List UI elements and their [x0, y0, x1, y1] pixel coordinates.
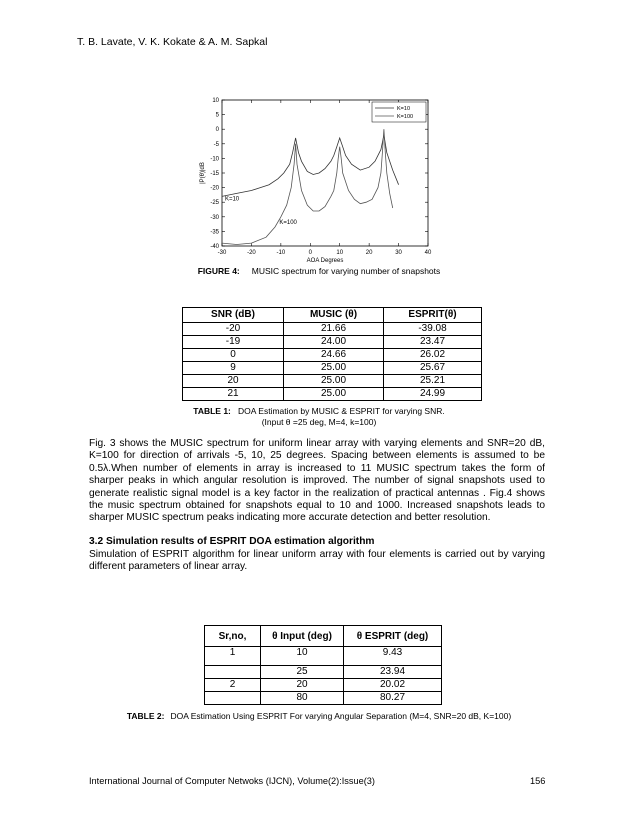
table-cell: 25.00	[284, 362, 384, 375]
table2-caption-text: DOA Estimation Using ESPRIT For varying Angular Separation (M=4, SNR=20 dB, K=100)	[170, 711, 512, 721]
table2-caption	[0, 711, 638, 721]
y-tick-label: -20	[210, 185, 219, 192]
table-cell: 9.43	[344, 647, 442, 666]
running-header: T. B. Lavate, V. K. Kokate & A. M. Sapkal	[77, 36, 268, 48]
y-tick-label: -30	[210, 214, 219, 221]
music-spectrum-chart	[180, 88, 450, 268]
legend-entry: K=10	[397, 106, 410, 112]
y-tick-label: -35	[210, 229, 219, 236]
table-header-cell: θ ESPRIT (deg)	[344, 626, 442, 647]
table-cell: 25.00	[284, 375, 384, 388]
table-cell: 9	[183, 362, 284, 375]
table-row	[205, 679, 442, 692]
table-header-cell: SNR (dB)	[183, 308, 284, 323]
footer-journal: International Journal of Computer Netwoks (IJCN), Volume(2):Issue(3)	[89, 776, 375, 786]
table-cell: -19	[183, 336, 284, 349]
y-tick-label: 5	[215, 112, 219, 119]
table-cell: 20	[261, 679, 344, 692]
table-cell: 25.67	[384, 362, 482, 375]
body-paragraph: Simulation of ESPRIT algorithm for linear uniform array with four elements is carried out by varying different parameters of linear array.	[89, 549, 545, 573]
page-number: 156	[530, 776, 546, 786]
table-cell: 24.00	[284, 336, 384, 349]
x-axis-label: AOA Degrees	[306, 258, 344, 264]
table-cell: 20	[183, 375, 284, 388]
annotation-label: K=10	[224, 196, 240, 203]
y-tick-label: -25	[210, 200, 219, 207]
snr-table	[182, 307, 482, 401]
y-tick-label: -40	[210, 244, 219, 250]
table-header-row	[183, 308, 482, 323]
table-header-row	[205, 626, 442, 647]
body-paragraph: Fig. 3 shows the MUSIC spectrum for uniform linear array with varying elements and SNR=20 dB, K=100 for direction of arrivals -5, 10, 25 degrees. Spacing between elements is assumed to be 0.5λ.When number of elements in array is increased to 11 MUSIC spectrum takes the form of sharper peaks in which angular resolution is improved. The number of signal snapshots used to generate realistic signal model is a key factor in the realization of practical antennas . Fig.4 shows the music spectrum obtained for snapshots equal to 10 and 1000. Increased snapshots leads to sharper MUSIC spectrum peaks indicating more accurate detection and better resolution.	[89, 438, 545, 524]
table-cell: 21	[183, 388, 284, 401]
table-cell: 24.66	[284, 349, 384, 362]
x-tick-label: -30	[217, 250, 227, 256]
esprit-table	[204, 625, 442, 705]
y-tick-label: 0	[215, 127, 219, 134]
y-axis-label: |P(θ)|dB	[200, 162, 206, 184]
y-tick-label: -5	[213, 141, 219, 148]
x-tick-label: -20	[247, 250, 256, 256]
table-row	[183, 336, 482, 349]
table-cell	[205, 692, 261, 705]
table-header-cell: ESPRIT(θ)	[384, 308, 482, 323]
table-row	[205, 666, 442, 679]
table-cell: 80	[261, 692, 344, 705]
table-header-cell: θ Input (deg)	[261, 626, 344, 647]
legend-entry: K=100	[397, 114, 414, 120]
table-row	[205, 692, 442, 705]
figure-caption-text: MUSIC spectrum for varying number of snapshots	[251, 266, 441, 276]
x-tick-label: 20	[365, 250, 373, 256]
x-tick-label: 30	[395, 250, 402, 256]
y-tick-label: -10	[210, 156, 219, 163]
x-tick-label: 10	[336, 250, 344, 256]
y-tick-label: -15	[210, 171, 219, 177]
table1-caption	[0, 406, 638, 428]
table-cell: 10	[261, 647, 344, 666]
table-row	[183, 349, 482, 362]
table-cell: 80.27	[344, 692, 442, 705]
table-row	[183, 375, 482, 388]
section-heading: 3.2 Simulation results of ESPRIT DOA estimation algorithm	[89, 536, 375, 547]
table-cell: -20	[183, 323, 284, 336]
table2-label: TABLE 2:	[126, 711, 165, 721]
x-tick-label: 0	[308, 250, 312, 256]
table-cell: 21.66	[284, 323, 384, 336]
table-cell: 25.00	[284, 388, 384, 401]
table1-caption-line1: DOA Estimation by MUSIC & ESPRIT for varying SNR.	[237, 406, 445, 416]
table-row	[183, 362, 482, 375]
table-cell: 25	[261, 666, 344, 679]
annotation-label: K=100	[279, 220, 297, 227]
table1-label: TABLE 1:	[193, 406, 231, 416]
table-cell: 0	[183, 349, 284, 362]
y-tick-label: 10	[212, 98, 219, 104]
table1-caption-line2: (Input θ =25 deg, M=4, k=100)	[261, 417, 377, 427]
table-header-cell: Sr,no,	[205, 626, 261, 647]
table-cell: 23.94	[344, 666, 442, 679]
series-line-k-100	[222, 129, 393, 244]
table-cell: 1	[205, 647, 261, 666]
table-cell: 20.02	[344, 679, 442, 692]
x-tick-label: 40	[424, 250, 432, 256]
table-cell	[205, 666, 261, 679]
table-cell: 25.21	[384, 375, 482, 388]
table-cell: 2	[205, 679, 261, 692]
table-cell: 23.47	[384, 336, 482, 349]
table-cell: 24.99	[384, 388, 482, 401]
figure-caption	[0, 266, 638, 276]
x-tick-label: -10	[276, 250, 286, 256]
table-cell: -39.08	[384, 323, 482, 336]
table-cell: 26.02	[384, 349, 482, 362]
table-row	[183, 388, 482, 401]
table-row	[205, 647, 442, 666]
table-row	[183, 323, 482, 336]
figure-label: FIGURE 4:	[197, 266, 240, 276]
table-header-cell: MUSIC (θ)	[284, 308, 384, 323]
series-line-k-10	[222, 135, 399, 196]
